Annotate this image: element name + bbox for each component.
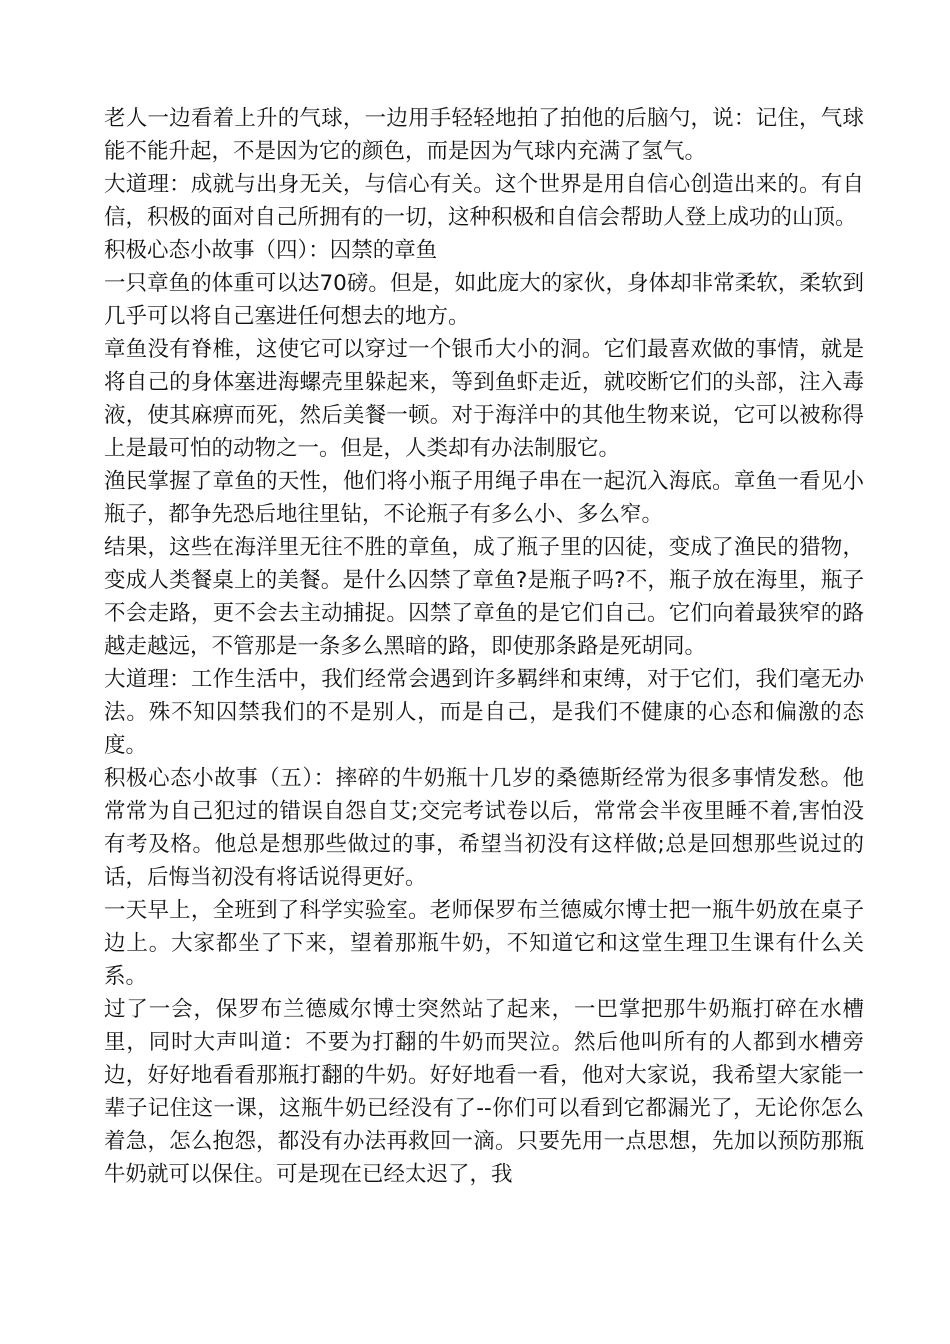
paragraph-broken-milk: 过了一会，保罗布兰德威尔博士突然站了起来，一巴掌把那牛奶瓶打碎在水槽里，同时大声叫道：不要为打翻的牛奶而哭泣。然后他叫所有的人都到水槽旁边，好好地看看那瓶打翻的牛奶。好好地看一看，他对大家说，我希望大家能一辈子记住这一课，这瓶牛奶已经没有了--你们可以看到它都漏光了，无论你怎么着急，怎么抱怨，都没有办法再救回一滴。只要先用一点思想，先加以预防那瓶牛奶就可以保住。可是现在已经太迟了，我 xyxy=(104,997,864,1187)
paragraph-lab-morning: 一天早上，全班到了科学实验室。老师保罗布兰德威尔博士把一瓶牛奶放在桌子边上。大家都坐了下来，望着那瓶牛奶，不知道它和这堂生理卫生课有什么关系。 xyxy=(104,898,864,989)
paragraph-octopus-habits: 章鱼没有脊椎，这使它可以穿过一个银币大小的洞。它们最喜欢做的事情，就是将自己的身体塞进海螺壳里躲起来，等到鱼虾走近，就咬断它们的头部，注入毒液，使其麻痹而死，然后美餐一顿。对于海洋中的其他生物来说，它可以被称得上是最可怕的动物之一。但是，人类却有办法制服它。 xyxy=(104,337,864,461)
story-4-heading: 积极心态小故事（四）：囚禁的章鱼 xyxy=(104,238,438,263)
paragraph-octopus-intro: 一只章鱼的体重可以达70磅。但是，如此庞大的家伙，身体却非常柔软，柔软到几乎可以将自己塞进任何想去的地方。 xyxy=(104,271,864,329)
paragraph-octopus-result: 结果，这些在海洋里无往不胜的章鱼，成了瓶子里的囚徒，变成了渔民的猎物，变成人类餐桌上的美餐。是什么囚禁了章鱼?是瓶子吗?不，瓶子放在海里，瓶子不会走路，更不会去主动捕捉。囚禁了章鱼的是它们自己。它们向着最狭窄的路越走越远，不管那是一条多么黑暗的路，即使那条路是死胡同。 xyxy=(104,535,864,659)
document-body xyxy=(104,102,864,1191)
story-5-heading-paragraph: 积极心态小故事（五）：摔碎的牛奶瓶十几岁的桑德斯经常为很多事情发愁。他常常为自己犯过的错误自怨自艾;交完考试卷以后，常常会半夜里睡不着,害怕没有考及格。他总是想那些做过的事，希望当初没有这样做;总是回想那些说过的话，后悔当初没有将话说得更好。 xyxy=(104,766,864,890)
paragraph-balloon-ending: 老人一边看着上升的气球，一边用手轻轻地拍了拍他的后脑勺，说：记住，气球能不能升起，不是因为它的颜色，而是因为气球内充满了氢气。 xyxy=(104,106,864,164)
paragraph-lesson-confidence: 大道理：成就与出身无关，与信心有关。这个世界是用自信心创造出来的。有自信，积极的面对自己所拥有的一切，这种积极和自信会帮助人登上成功的山顶。 xyxy=(104,172,864,230)
paragraph-lesson-mindset: 大道理：工作生活中，我们经常会遇到许多羁绊和束缚，对于它们，我们毫无办法。殊不知囚禁我们的不是别人，而是自己，是我们不健康的心态和偏激的态度。 xyxy=(104,667,864,758)
paragraph-fishermen: 渔民掌握了章鱼的天性，他们将小瓶子用绳子串在一起沉入海底。章鱼一看见小瓶子，都争先恐后地往里钻，不论瓶子有多么小、多么窄。 xyxy=(104,469,864,527)
